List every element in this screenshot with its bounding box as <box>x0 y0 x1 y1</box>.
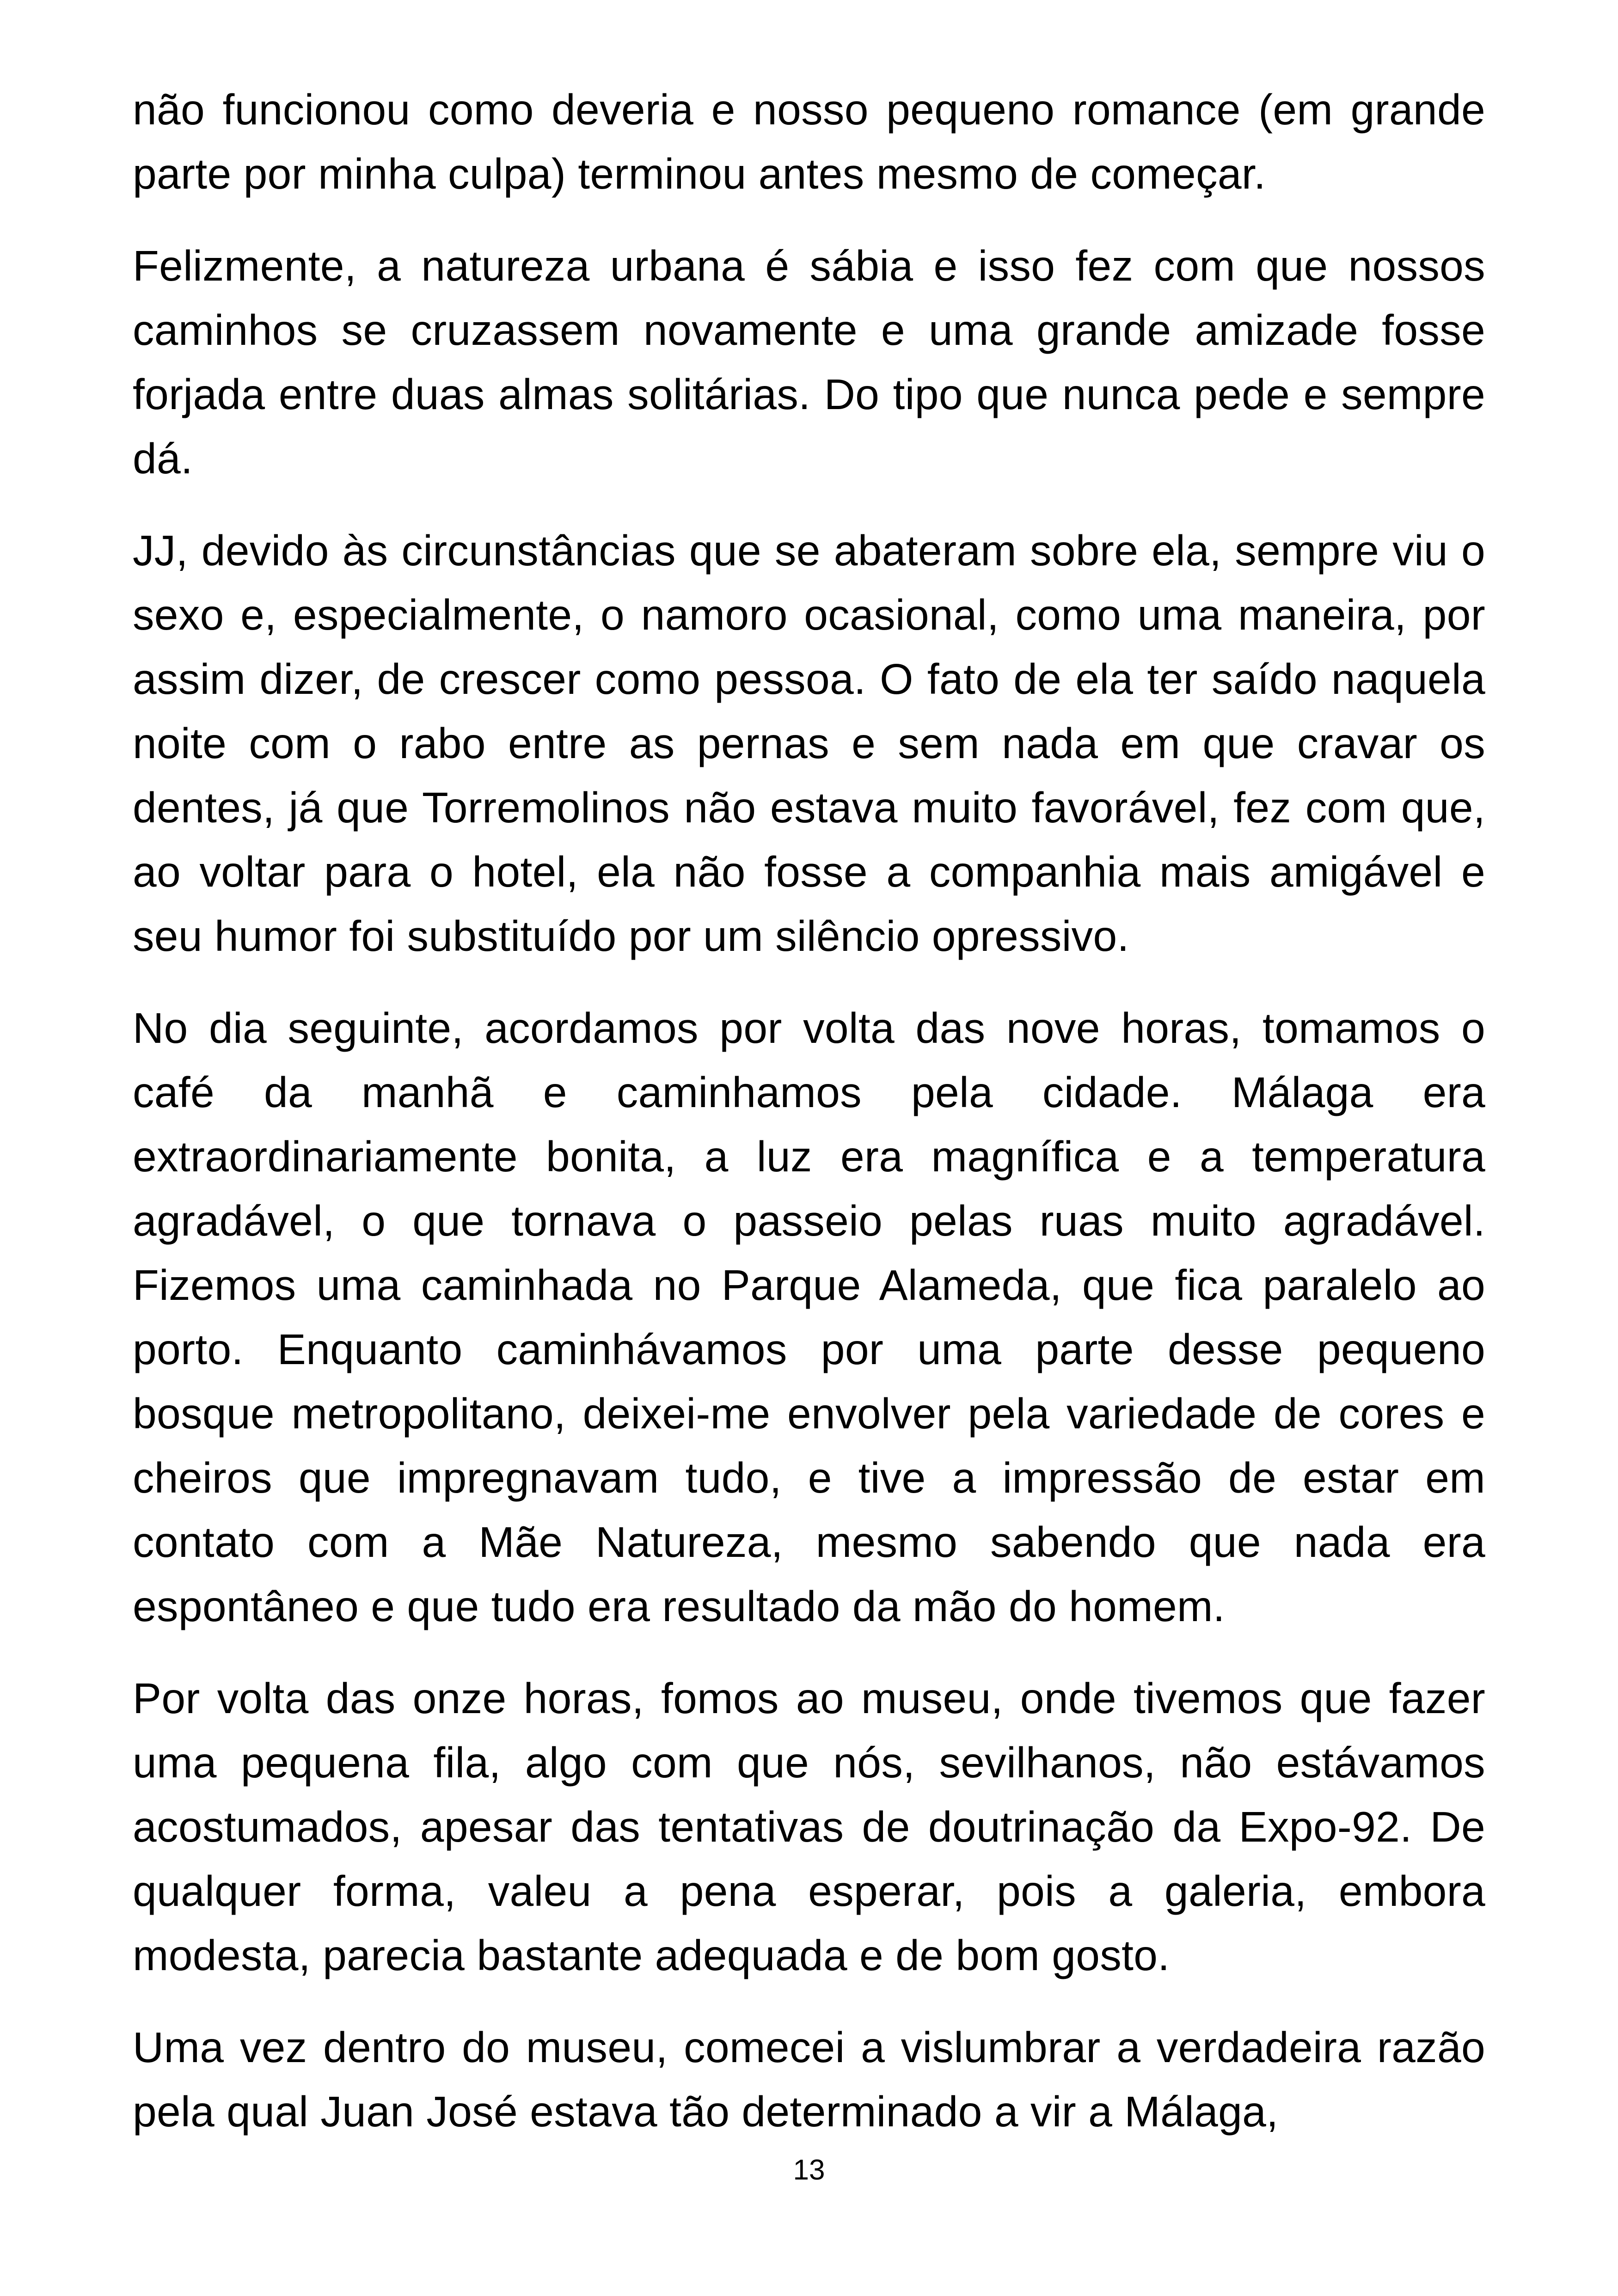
body-text <box>133 78 1485 2172</box>
paragraph-2: Felizmente, a natureza urbana é sábia e isso fez com que nossos caminhos se cruzassem novamente e uma grande amizade fosse forjada entre duas almas solitárias. Do tipo que nunca pede e sempre dá. <box>133 242 1485 483</box>
page-number: 13 <box>793 2154 825 2186</box>
paragraph-4: No dia seguinte, acordamos por volta das nove horas, tomamos o café da manhã e caminhamos pela cidade. Málaga era extraordinariamente bonita, a luz era magnífica e a temperatura agradável, o que tornava o passeio pelas ruas muito agradável. Fizemos uma caminhada no Parque Alameda, que fica paralelo ao porto. Enquanto caminhávamos por uma parte desse pequeno bosque metropolitano, deixei-me envolver pela variedade de cores e cheiros que impregnavam tudo, e tive a impressão de estar em contato com a Mãe Natureza, mesmo sabendo que nada era espontâneo e que tudo era resultado da mão do homem. <box>133 1004 1485 1630</box>
paragraph-1: não funcionou como deveria e nosso pequeno romance (em grande parte por minha culpa) terminou antes mesmo de começar. <box>133 86 1485 198</box>
paragraph-6: Uma vez dentro do museu, comecei a vislumbrar a verdadeira razão pela qual Juan José estava tão determinado a vir a Málaga, <box>133 2023 1485 2136</box>
paragraph-5: Por volta das onze horas, fomos ao museu, onde tivemos que fazer uma pequena fila, algo com que nós, sevilhanos, não estávamos acostumados, apesar das tentativas de doutrinação da Expo-92. De qualquer forma, valeu a pena esperar, pois a galeria, embora modesta, parecia bastante adequada e de bom gosto. <box>133 1674 1485 1979</box>
paragraph-3: JJ, devido às circunstâncias que se abateram sobre ela, sempre viu o sexo e, especialmente, o namoro ocasional, como uma maneira, por assim dizer, de crescer como pessoa. O fato de ela ter saído naquela noite com o rabo entre as pernas e sem nada em que cravar os dentes, já que Torremolinos não estava muito favorável, fez com que, ao voltar para o hotel, ela não fosse a companhia mais amigável e seu humor foi substituído por um silêncio opressivo. <box>133 527 1485 960</box>
